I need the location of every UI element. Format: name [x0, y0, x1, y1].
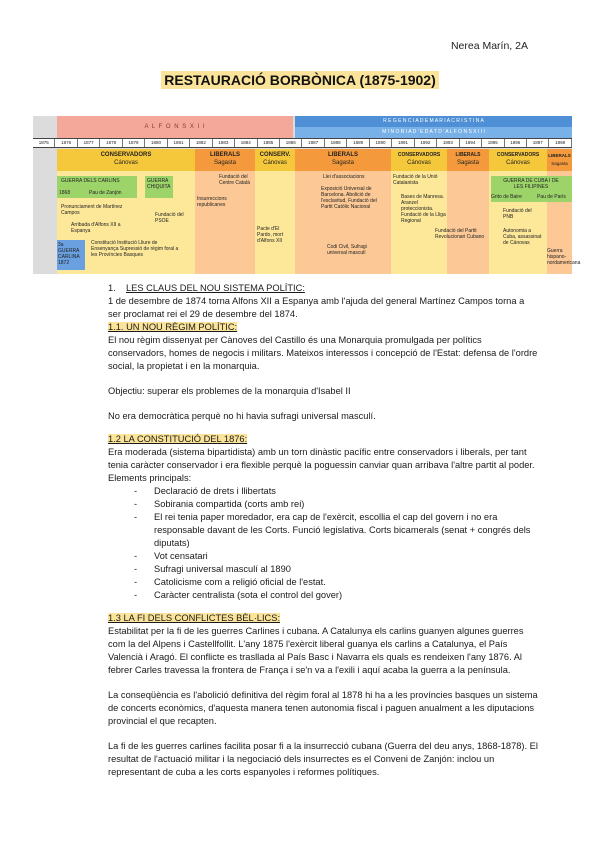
section-1-1-p1: El nou règim dissenyat per Cànoves del Castillo és una Monarquia promulgada per polítics conservadors, homes de negocis i militars. Mateixos interessos i concepció de l'Estat: defensa de l'ordre social, la propietat i en la monarquia.: [108, 335, 538, 371]
year-tick: 1887: [302, 139, 324, 147]
section-1-intro: 1 de desembre de 1874 torna Alfons XII a Espanya amb l'ajuda del general Martínez Campos torna a ser proclamat rei el 29 de desembre del 1874.: [108, 296, 525, 319]
year-tick: 1898: [549, 139, 571, 147]
party-conservadors-4-label: CONSERVADORS: [496, 152, 540, 158]
party-liberals-2-leader: Sagasta: [331, 160, 355, 166]
year-tick: 1881: [168, 139, 190, 147]
unio-catalanista-text: Fundació de la Unió Catalanista: [393, 174, 438, 186]
party-conservadors-1-label: CONSERVADORS: [100, 152, 152, 158]
year-1868-label: 1868: [59, 190, 71, 196]
party-liberals-4-label: LIBERALS: [548, 153, 571, 158]
war-carlins-label: GUERRA DELS CARLINS: [61, 178, 120, 184]
year-tick: 1877: [78, 139, 100, 147]
year-tick: 1890: [370, 139, 392, 147]
section-1-2-heading: [108, 433, 538, 446]
section-1-1-title: 1.1. UN NOU RÈGIM POLÍTIC:: [108, 322, 238, 332]
regencia-label: R E G E N C I A D E M A R I A C R I S T I N A: [383, 118, 484, 124]
section-1-1-heading: [108, 321, 538, 334]
bases-manresa-text: Bases de Manresa. Aranzel proteccionista. Fundació de la Lliga Regional: [401, 194, 446, 224]
section-1-heading: [108, 282, 538, 295]
spacer: [108, 398, 538, 410]
year-tick: 1894: [460, 139, 482, 147]
insurreccions-text: Insurreccions republicanes: [197, 196, 227, 208]
section-1-2-p1: Era moderada (sistema bipartidista) amb un torn dinàstic pacífic entre conservadors i liberals, per tant tenia caràcter conservador i era flexible perquè la poguessin canviar quan arribava l'altre partit al poder. Elements principals:: [108, 447, 535, 483]
party-liberals-3-label: LIBERALS: [455, 152, 481, 158]
timeline-chart: [33, 116, 581, 274]
section-1-1-p2: Objectiu: superar els problemes de la monarquia d'Isabel II: [108, 386, 351, 396]
party-conservadors-4-leader: Cánovas: [506, 160, 530, 166]
pau-paris-text: Pau de París: [537, 194, 566, 200]
list-item: - El rei tenia paper moredador, era cap de l'exèrcit, escollia el cap del govern i no era responsable davant de les Corts. Funció legislativa. Corts bicamerals (senat + congrés dels diputats): [148, 511, 538, 550]
year-tick: 1889: [347, 139, 369, 147]
pnb-text: Fundació del PNB: [503, 208, 532, 220]
war-cuba-label: GUERRA DE CUBA I DE LES FILIPINES: [503, 178, 559, 190]
page-title: [0, 72, 600, 90]
party-liberals-1-label: LIBERALS: [210, 152, 240, 158]
pau-zanjon-label: Pau de Zanjón: [89, 190, 122, 196]
llei-associacions-text: Llei d'associacions: [323, 174, 365, 180]
arribada-text: Arribada d'Alfons XII a Espanya: [71, 222, 121, 234]
list-item: - Vot censatari: [148, 550, 538, 563]
year-tick: 1884: [235, 139, 257, 147]
year-tick: 1886: [280, 139, 302, 147]
year-tick: 1878: [100, 139, 122, 147]
section-1-3-title: 1.3 LA FI DELS CONFLICTES BÈL·LICS:: [108, 613, 281, 623]
list-item: - Sobirania compartida (corts amb rei): [148, 498, 538, 511]
year-tick: 1882: [190, 139, 212, 147]
alfons-label: A L F O N S X I I: [144, 124, 206, 130]
section-1-3-p2: La conseqüència es l'abolició definitiva del règim foral al 1878 hi ha a les províncies basques un sistema de concerts econòmics, d'aquesta manera tenen autonomia fiscal i paguen anualment a les diputacions provincial el que recapten.: [108, 690, 538, 726]
codi-civil-text: Codi Civil, Sufragi universal masculí: [327, 244, 367, 256]
guerra-hispano-text: Guerra hispano-nordamericana: [547, 248, 581, 266]
year-tick: 1875: [33, 139, 55, 147]
year-tick: 1888: [325, 139, 347, 147]
pronunciament-text: Pronunciament de Martínez Campos: [61, 204, 123, 216]
party-liberals-4-leader: Sagasta: [551, 161, 568, 166]
year-tick: 1876: [55, 139, 77, 147]
pacte-pardo-text: Pacte d'El Pardo, mort d'Alfons XII: [257, 226, 284, 244]
constitution-elements-list: [108, 485, 538, 602]
year-tick: 1891: [392, 139, 414, 147]
party-conservadors-1-leader: Cánovas: [114, 160, 138, 166]
title-text: RESTAURACIÓ BORBÒNICA (1875-1902): [161, 71, 439, 89]
party-conserv-2-leader: Cánovas: [263, 160, 287, 166]
spacer: [108, 373, 538, 385]
list-item: - Sufragi universal masculí al 1890: [148, 563, 538, 576]
minoria-label: M I N O R I A D ' E D A T D ' A L F O N S X I I I: [382, 129, 485, 135]
party-conservadors-3-label: CONSERVADORS: [397, 152, 441, 158]
autonomia-cuba-text: Autonomia a Cuba, assassinat de Cánovas: [503, 228, 542, 246]
period-3-bg: [255, 171, 295, 274]
year-tick: 1896: [505, 139, 527, 147]
party-liberals-2-label: LIBERALS: [328, 152, 358, 158]
author-name: Nerea Marín, 2A: [450, 40, 528, 52]
constitucio-text: Constitució Institució Lliure de Ensenyança Supressió de règim foral a les Províncies Basques: [91, 240, 179, 258]
list-item: - Caràcter centralista (sota el control del gover): [148, 589, 538, 602]
section-1-1-p3: No era democràtica perquè no hi havia sufragi universal masculí.: [108, 411, 376, 421]
year-tick: 1883: [213, 139, 235, 147]
year-tick: 1892: [415, 139, 437, 147]
section-1-3-heading: [108, 612, 538, 625]
spacer: [108, 677, 538, 689]
grito-baire-text: Grito de Baire: [491, 194, 522, 200]
war-carlina-label: 3a GUERRA CARLINA 1872: [58, 242, 80, 266]
party-liberals-3-leader: Sagasta: [456, 160, 480, 166]
war-chiquita-label: GUERRA CHIQUITA: [147, 178, 171, 190]
year-tick: 1897: [527, 139, 549, 147]
section-1-3-p1: Estabilitat per la fi de les guerres Carlines i cubana. A Catalunya els carlins guanyen algunes guerres com la del Alpens i Castellfollit. L'any 1875 l'exèrcit liberal guanya els carlins a Catalunya, el País Valencià i Aragó. El conflicte es trasllada al País Basc i Navarra els quals es rendeixen l'any 1876. Al febrer Carles travessa la frontera de França i se'n va a l'exili i aquí acaba la guerra a la península.: [108, 626, 524, 675]
psoe-text: Fundació del PSOE: [155, 212, 184, 224]
list-item: - Catolicisme com a religió oficial de l'estat.: [148, 576, 538, 589]
section-1-3-p3: La fi de les guerres carlines facilita posar fi a la insurrecció cubana (Guerra del deu anys, 1868-1878). El resultat de l'actuació militar i la negociació dels insurrectes es el Conveni de Zanjón: inclou un representant de cuba a les corts espanyoles i reformes polítiques.: [108, 741, 538, 777]
period-6-bg: [447, 171, 489, 274]
party-conservadors-3-leader: Cánovas: [407, 160, 431, 166]
section-1-2-title: 1.2 LA CONSTITUCIÓ DEL 1876:: [108, 434, 248, 444]
party-liberals-1-leader: Sagasta: [213, 160, 237, 166]
section-1-title: LES CLAUS DEL NOU SISTEMA POLÍTIC:: [126, 283, 305, 293]
spacer: [108, 728, 538, 740]
exposicio-text: Exposició Universal de Barcelona. Abolició de l'esclavitud. Fundació del Partit Catòlic Nacional: [321, 186, 377, 210]
year-tick: 1895: [482, 139, 504, 147]
year-tick: 1885: [258, 139, 280, 147]
timeline-years: [33, 138, 572, 148]
partit-revolucionari-text: Fundació del Partit Revolucionari Cubano: [435, 228, 485, 240]
list-item: - Declaració de drets i llibertats: [148, 485, 538, 498]
year-tick: 1880: [145, 139, 167, 147]
period-2-bg: [195, 171, 255, 274]
section-1-number: 1.: [108, 283, 116, 293]
year-tick: 1879: [123, 139, 145, 147]
centre-catala-text: Fundació del Centre Català: [219, 174, 250, 186]
document-body: [108, 282, 538, 779]
party-conserv-2-label: CONSERV.: [259, 152, 291, 158]
year-tick: 1893: [437, 139, 459, 147]
